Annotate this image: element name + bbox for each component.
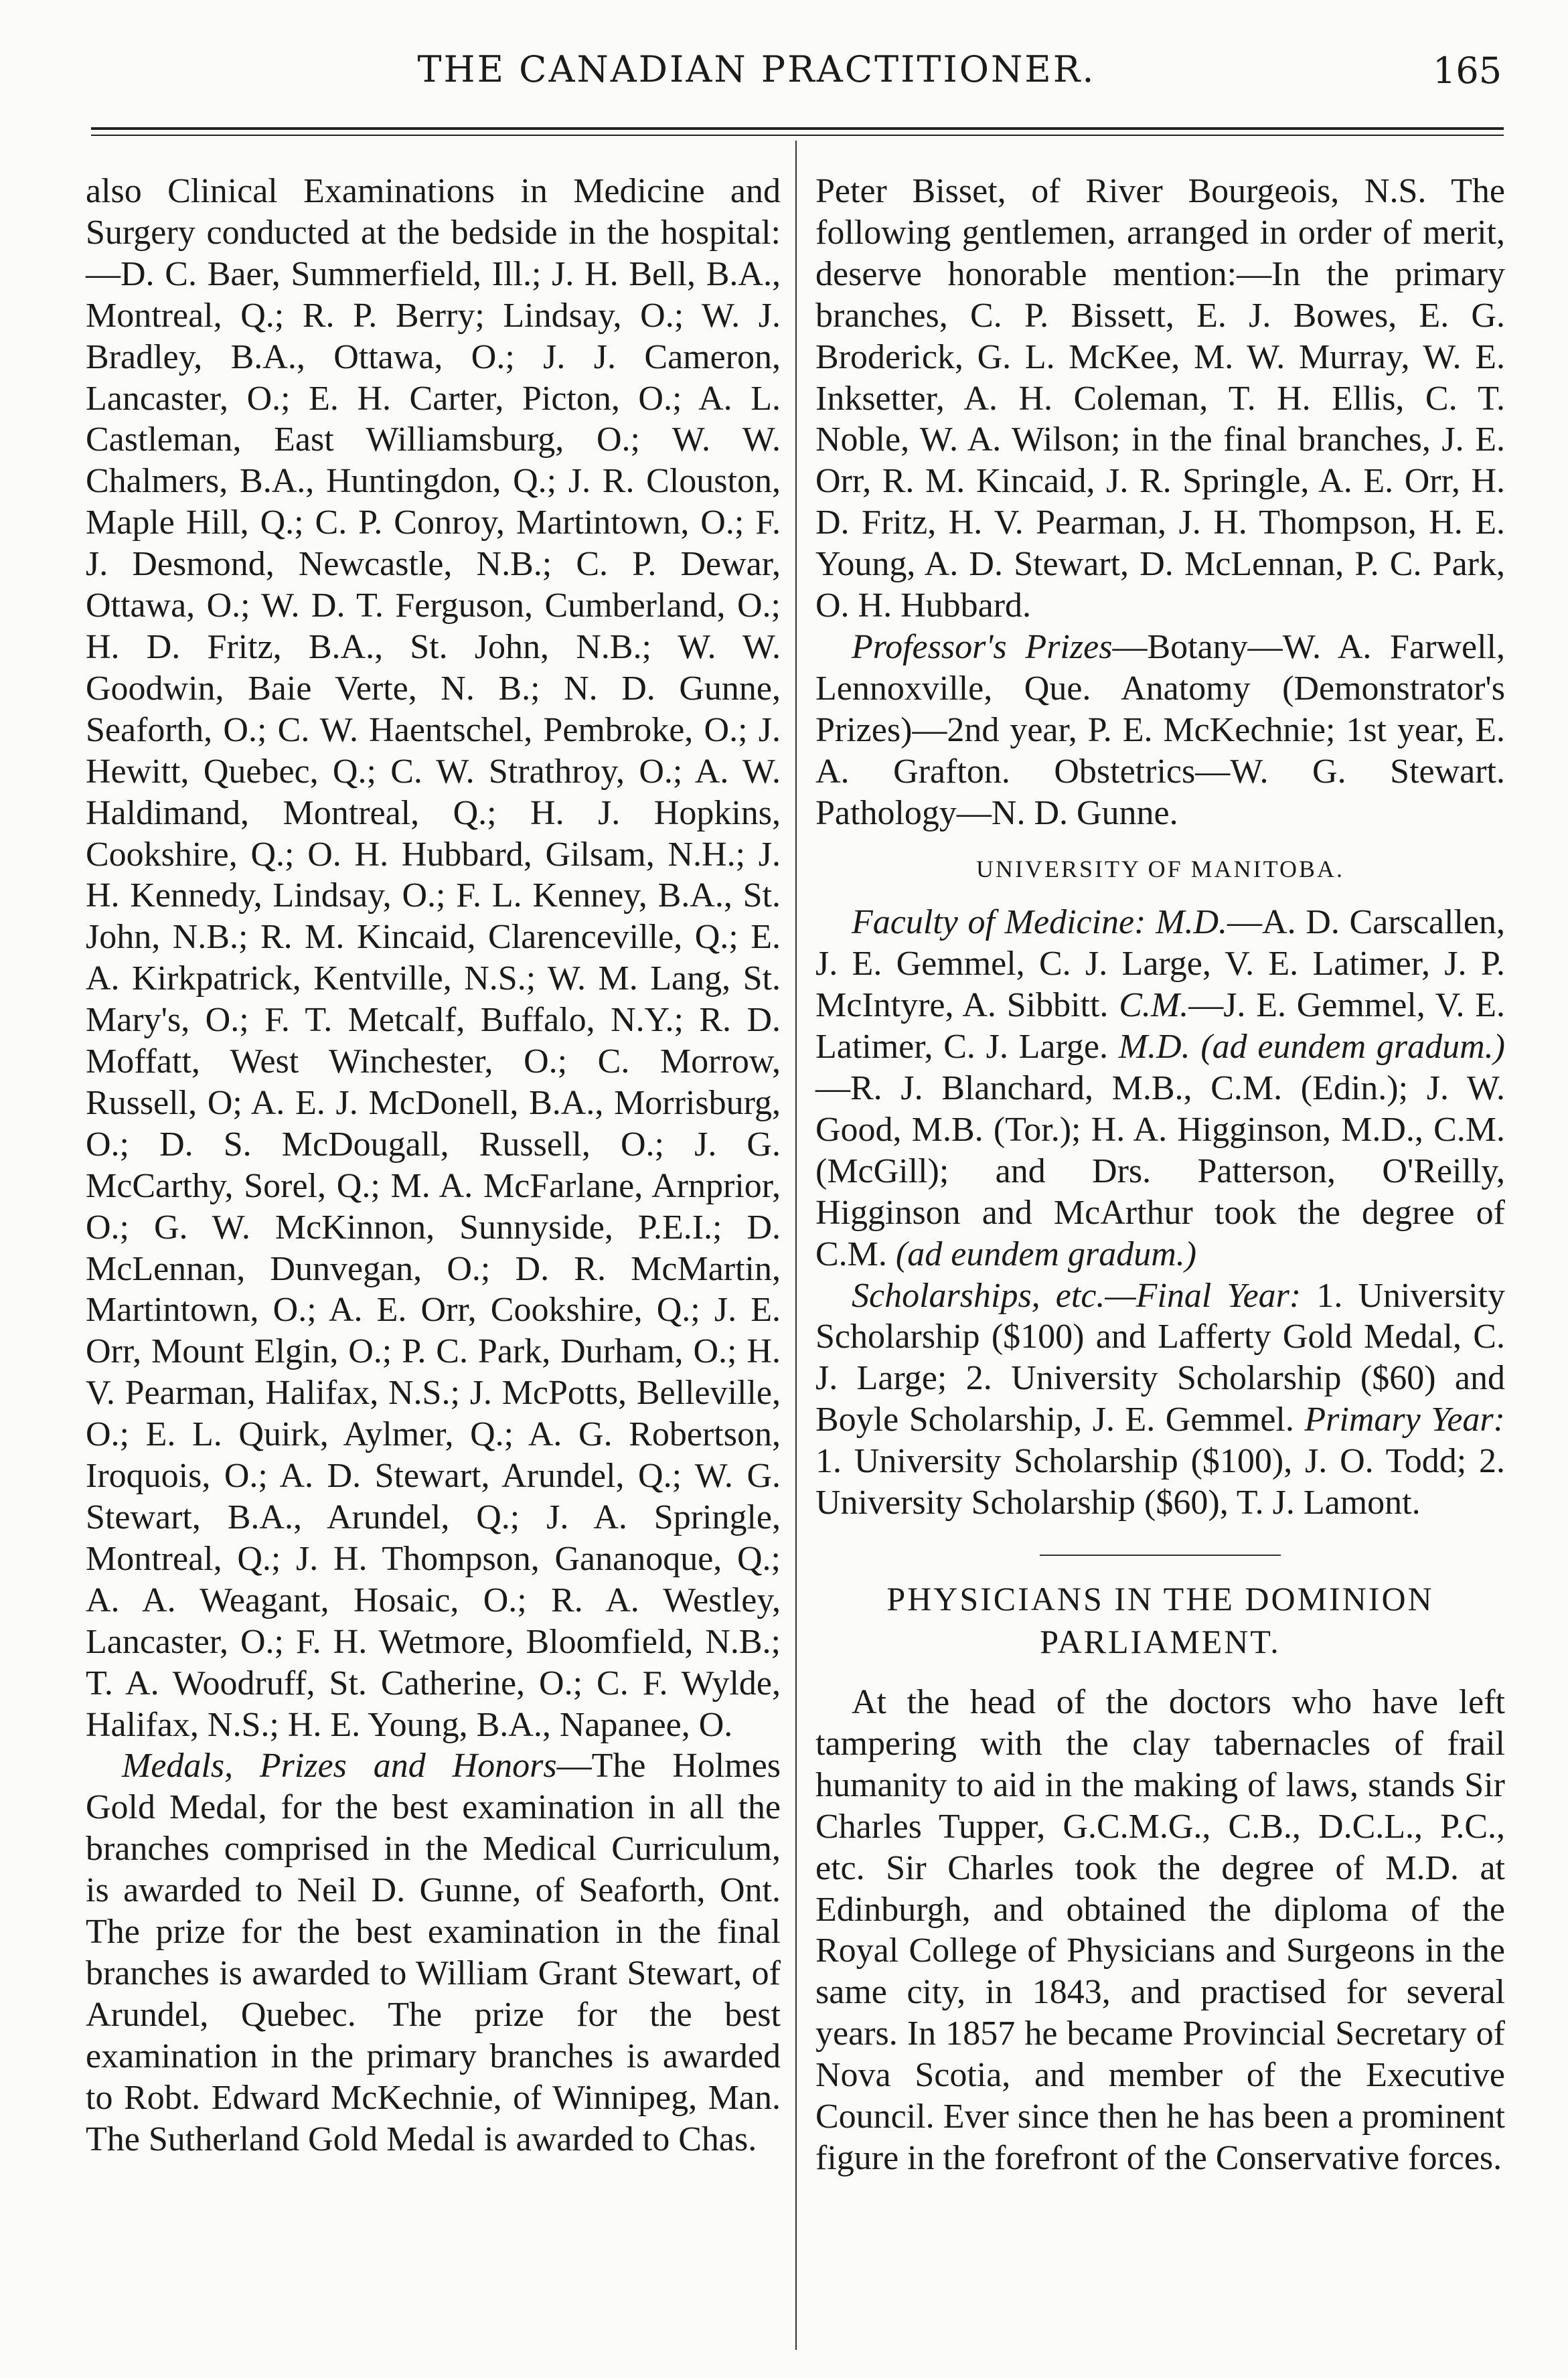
scholarships-paragraph	[815, 1275, 1505, 1524]
cm-graduates: —J. E. Gemmel, V. E. Latimer, C. J. Large.	[815, 986, 1505, 1066]
running-header-title: THE CANADIAN PRACTITIONER.	[417, 48, 1096, 90]
right-column	[815, 171, 1505, 2179]
faculty-of-medicine-heading: Faculty of Medicine: M.D.	[852, 903, 1228, 942]
left-column	[86, 171, 781, 2160]
medals-paragraph	[86, 1745, 781, 2160]
manitoba-heading: UNIVERSITY OF MANITOBA.	[975, 855, 1344, 882]
section-divider-rule	[1040, 1555, 1281, 1556]
page-number: 165	[1433, 50, 1502, 92]
primary-year-label: Primary Year:	[1304, 1401, 1505, 1439]
manitoba-degrees-paragraph	[815, 902, 1505, 1275]
ad-eundem-tail: (ad eundem gradum.)	[895, 1235, 1197, 1273]
section-title-line-1: PHYSICIANS IN THE DOMINION	[886, 1580, 1434, 1617]
honorable-mention-paragraph: Peter Bisset, of River Bourgeois, N.S. The following gentlemen, arranged in order of merit, deserve honorable mention:—In the primary branches, C. P. Bissett, E. J. Bowes, E. G. Broderick, G. L. McKee, M. W. Murray, W. E. Inksetter, A. H. Coleman, T. H. Ellis, C. T. Noble, W. A. Wilson; in the final branches, J. E. Orr, R. M. Kincaid, J. R. Springle, A. E. Orr, H. D. Fritz, H. V. Pearman, J. H. Thompson, H. E. Young, A. D. Stewart, D. McLennan, P. C. Park, O. H. Hubbard.	[815, 172, 1505, 625]
professors-prizes-text: —Botany—W. A. Farwell, Lennoxville, Que. Anatomy (Demonstrator's Prizes)—2nd year, P. E. McKechnie; 1st year, E. A. Grafton. Obstetrics—W. G. Stewart. Pathology—N. D. Gunne.	[815, 627, 1506, 832]
section-title-line-2: PARLIAMENT.	[1040, 1623, 1281, 1660]
header-rule-thick	[91, 127, 1504, 130]
professors-prizes-heading: Professor's Prizes	[852, 627, 1113, 666]
ad-eundem-label: M.D. (ad eundem gradum.)	[1118, 1028, 1505, 1066]
section-title	[815, 1577, 1505, 1663]
medals-heading: Medals, Prizes and Honors	[122, 1747, 557, 1786]
column-divider	[795, 141, 797, 2350]
cm-label: C.M.	[1119, 986, 1189, 1025]
md-graduates: —A. D. Carscallen, J. E. Gemmel, C. J. Large, V. E. Latimer, J. P. McIntyre, A. Sibbitt.	[815, 903, 1506, 1025]
professors-prizes-paragraph	[815, 627, 1505, 834]
final-year-scholarships: 1. University Scholarship ($100) and Lafferty Gold Medal, C. J. Large; 2. University Scholarship ($60) and Boyle Scholarship, J. E. Gemmel.	[815, 1276, 1505, 1439]
scholarships-heading: Scholarships, etc.—Final Year:	[852, 1276, 1302, 1315]
graduates-paragraph: also Clinical Examinations in Medicine and Surgery conducted at the bedside in the hospital:—D. C. Baer, Summerfield, Ill.; J. H. Bell, B.A., Montreal, Q.; R. P. Berry; Lindsay, O.; W. J. Bradley, B.A., Ottawa, O.; J. J. Cameron, Lancaster, O.; E. H. Carter, Picton, O.; A. L. Castleman, East Williamsburg, O.; W. W. Chalmers, B.A., Huntingdon, Q.; J. R. Clouston, Maple Hill, Q.; C. P. Conroy, Martintown, O.; F. J. Desmond, Newcastle, N.B.; C. P. Dewar, Ottawa, O.; W. D. T. Ferguson, Cumberland, O.; H. D. Fritz, B.A., St. John, N.B.; W. W. Goodwin, Baie Verte, N. B.; N. D. Gunne, Seaforth, O.; C. W. Haentschel, Pembroke, O.; J. Hewitt, Quebec, Q.; C. W. Strathroy, O.; A. W. Haldimand, Montreal, Q.; H. J. Hopkins, Cookshire, Q.; O. H. Hubbard, Gilsam, N.H.; J. H. Kennedy, Lindsay, O.; F. L. Kenney, B.A., St. John, N.B.; R. M. Kincaid, Clarenceville, Q.; E. A. Kirkpatrick, Kentville, N.S.; W. M. Lang, St. Mary's, O.; F. T. Metcalf, Buffalo, N.Y.; R. D. Moffatt, West Winchester, O.; C. Morrow, Russell, O; A. E. J. McDonell, B.A., Morrisburg, O.; D. S. McDougall, Russell, O.; J. G. McCarthy, Sorel, Q.; M. A. McFarlane, Arnprior, O.; G. W. McKinnon, Sunnyside, P.E.I.; D. McLennan, Dunvegan, O.; D. R. McMartin, Martintown, O.; A. E. Orr, Cookshire, Q.; J. E. Orr, Mount Elgin, O.; P. C. Park, Durham, O.; H. V. Pearman, Halifax, N.S.; J. McPotts, Belleville, O.; E. L. Quirk, Aylmer, Q.; A. G. Robertson, Iroquois, O.; A. D. Stewart, Arundel, Q.; W. G. Stewart, B.A., Arundel, Q.; J. A. Springle, Montreal, Q.; J. H. Thompson, Gananoque, Q.; A. A. Weagant, Hosaic, O.; R. A. Westley, Lancaster, O.; F. H. Wetmore, Bloomfield, N.B.; T. A. Woodruff, St. Catherine, O.; C. F. Wylde, Halifax, N.S.; H. E. Young, B.A., Napanee, O.	[86, 172, 781, 1744]
ad-eundem-graduates: —R. J. Blanchard, M.B., C.M. (Edin.); J. W. Good, M.B. (Tor.); H. A. Higginson, M.D., C.M. (McGill); and Drs. Patterson, O'Reilly, Higginson and McArthur took the degree of C.M.	[815, 1069, 1505, 1273]
parliament-paragraph: At the head of the doctors who have left tampering with the clay tabernacles of frail humanity to aid in the making of laws, stands Sir Charles Tupper, G.C.M.G., C.B., D.C.L., P.C., etc. Sir Charles took the degree of M.D. at Edinburgh, and obtained the diploma of the Royal College of Physicians and Surgeons in the same city, in 1843, and practised for several years. In 1857 he became Provincial Secretary of Nova Scotia, and member of the Executive Council. Ever since then he has been a prominent figure in the forefront of the Conservative forces.	[815, 1683, 1505, 2177]
header-rule-thin	[91, 135, 1504, 136]
primary-year-scholarships: 1. University Scholarship ($100), J. O. Todd; 2. University Scholarship ($60), T. J. Lamont.	[815, 1442, 1505, 1522]
medals-text: —The Holmes Gold Medal, for the best examination in all the branches comprised in the Medical Curriculum, is awarded to Neil D. Gunne, of Seaforth, Ont. The prize for the best examination in the final branches is awarded to William Grant Stewart, of Arundel, Quebec. The prize for the best examination in the primary branches is awarded to Robt. Edward McKechnie, of Winnipeg, Man. The Sutherland Gold Medal is awarded to Chas.	[86, 1747, 781, 2158]
